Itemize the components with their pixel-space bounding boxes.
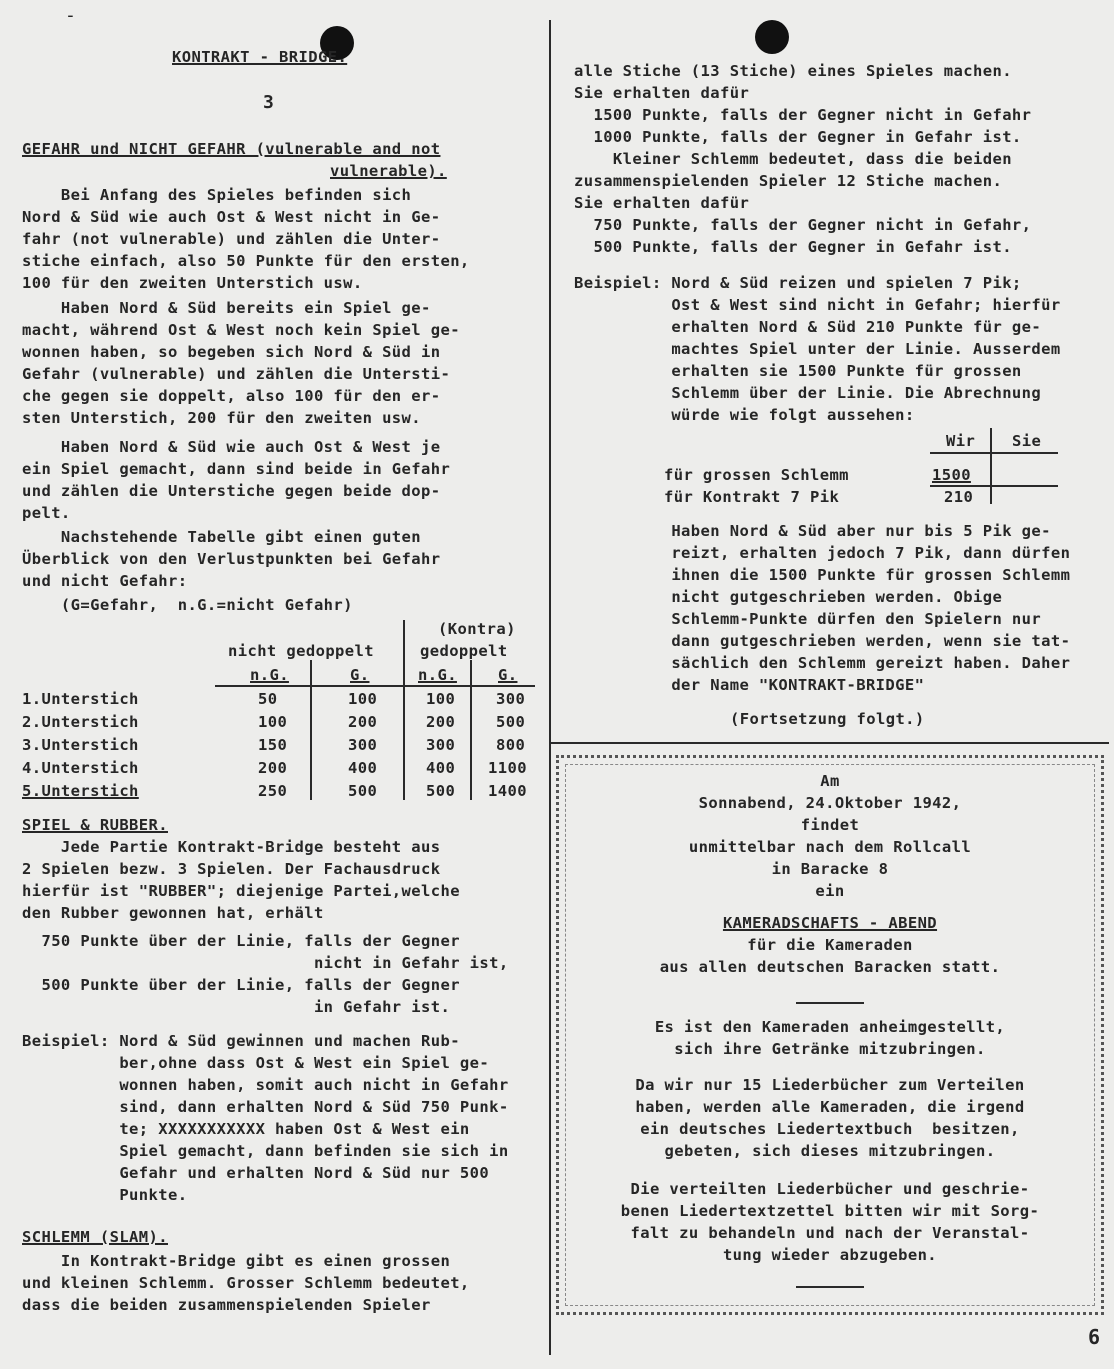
paragraph-2 [22, 297, 460, 429]
text-line: erhalten sie 1500 Punkte für grossen [574, 362, 1022, 380]
right-paragraph-3 [574, 520, 1070, 696]
text-line: ber,ohne dass Ost & West ein Spiel ge- [22, 1054, 490, 1072]
table-vline-2 [403, 620, 405, 800]
notice-line-date: Sonnabend, 24.Oktober 1942, [698, 794, 962, 812]
table-row-label: 5.Unterstich [22, 782, 139, 800]
page-number-top: 3 [263, 92, 275, 113]
notice-paragraph-3 [560, 1178, 1100, 1266]
table-cell: 400 [348, 759, 378, 777]
paragraph-7 [22, 1030, 509, 1206]
table-col-g-1: G. [350, 666, 370, 684]
column-divider [549, 20, 551, 1355]
text-line: Überblick von den Verlustpunkten bei Gefahr [22, 550, 441, 568]
table-cell: 300 [426, 736, 456, 754]
text-line: ein Spiel gemacht, dann sind beide in Gefahr [22, 460, 451, 478]
text-line: in Gefahr ist. [22, 998, 451, 1016]
text-line: Jede Partie Kontrakt-Bridge besteht aus [22, 838, 441, 856]
text-line: machtes Spiel unter der Linie. Ausserdem [574, 340, 1061, 358]
text-line: der Name "KONTRAKT-BRIDGE" [574, 676, 925, 694]
right-paragraph-2 [574, 272, 1061, 426]
text-line: nicht gutgeschrieben werden. Obige [574, 588, 1003, 606]
notice-line-kameraden: für die Kameraden [747, 936, 913, 954]
notice-separator-1 [796, 1002, 864, 1004]
paragraph-5 [22, 836, 460, 924]
notice-line-findet: findet [800, 816, 860, 834]
text-line: und kleinen Schlemm. Grosser Schlemm bedeutet, [22, 1274, 470, 1292]
table-cell: 1400 [488, 782, 527, 800]
table-cell: 50 [258, 690, 278, 708]
text-line: ein deutsches Liedertextbuch besitzen, [640, 1120, 1020, 1138]
table-cell: 100 [258, 713, 288, 731]
text-line: macht, während Ost & West noch kein Spiel ge- [22, 321, 460, 339]
table-rule [215, 685, 535, 687]
text-line: 750 Punkte, falls der Gegner nicht in Gefahr, [574, 216, 1032, 234]
text-line: Punkte. [22, 1186, 188, 1204]
text-line: den Rubber gewonnen hat, erhält [22, 904, 324, 922]
text-line: Haben Nord & Süd bereits ein Spiel ge- [22, 299, 431, 317]
notice-line-ein: ein [815, 882, 845, 900]
text-line: Schlemm über der Linie. Die Abrechnung [574, 384, 1042, 402]
page-number: 6 [1087, 1325, 1100, 1349]
text-line: Haben Nord & Süd wie auch Ost & West je [22, 438, 441, 456]
notice-separator-2 [796, 1286, 864, 1288]
paragraph-4 [22, 526, 440, 592]
table-cell: 250 [258, 782, 288, 800]
text-line: che gegen sie doppelt, also 100 für den er- [22, 387, 441, 405]
table-cell: 500 [426, 782, 456, 800]
text-line: In Kontrakt-Bridge gibt es einen grossen [22, 1252, 451, 1270]
text-line: stiche einfach, also 50 Punkte für den ersten, [22, 252, 470, 270]
paragraph-8 [22, 1250, 470, 1316]
table-cell: 100 [348, 690, 378, 708]
text-line: reizt, erhalten jedoch 7 Pik, dann dürfen [574, 544, 1071, 562]
score-wir: Wir [946, 432, 976, 450]
text-line: Nachstehende Tabelle gibt einen guten [22, 528, 422, 546]
text-line: sind, dann erhalten Nord & Süd 750 Punk- [22, 1098, 509, 1116]
text-line: haben, werden alle Kameraden, die irgend [635, 1098, 1025, 1116]
text-line: dass die beiden zusammenspielenden Spieler [22, 1296, 431, 1314]
text-line: sten Unterstich, 200 für den zweiten usw. [22, 409, 422, 427]
table-cell: 200 [258, 759, 288, 777]
text-line: erhalten Nord & Süd 210 Punkte für ge- [574, 318, 1042, 336]
text-line: sächlich den Schlemm gereizt haben. Daher [574, 654, 1071, 672]
legend: (G=Gefahr, n.G.=nicht Gefahr) [22, 596, 353, 614]
table-cell: 150 [258, 736, 288, 754]
table-row-label: 4.Unterstich [22, 759, 139, 777]
punch-hole-right [755, 20, 789, 54]
text-line: 1000 Punkte, falls der Gegner in Gefahr ist. [574, 128, 1022, 146]
table-header-gedoppelt: gedoppelt [420, 642, 508, 660]
text-line: Beispiel: Nord & Süd reizen und spielen 7 Pik; [574, 274, 1022, 292]
text-line: 100 für den zweiten Unterstich usw. [22, 274, 363, 292]
table-col-ng-1: n.G. [250, 666, 289, 684]
text-line: Sie erhalten dafür [574, 194, 750, 212]
score-row-1-label: für grossen Schlemm [664, 466, 849, 484]
text-line: Da wir nur 15 Liederbücher zum Verteilen [635, 1076, 1025, 1094]
text-line: Gefahr und erhalten Nord & Süd nur 500 [22, 1164, 490, 1182]
text-line: 750 Punkte über der Linie, falls der Gegner [22, 932, 460, 950]
table-cell: 1100 [488, 759, 527, 777]
text-line: falt zu behandeln und nach der Veranstal- [630, 1224, 1030, 1242]
table-row-label: 1.Unterstich [22, 690, 139, 708]
text-line: Die verteilten Liederbücher und geschrie- [630, 1180, 1030, 1198]
score-hrule-top [930, 452, 1058, 454]
text-line: gebeten, sich dieses mitzubringen. [664, 1142, 996, 1160]
text-line: sich ihre Getränke mitzubringen. [674, 1040, 986, 1058]
notice-line-rollcall: unmittelbar nach dem Rollcall [688, 838, 972, 856]
table-cell: 400 [426, 759, 456, 777]
table-cell: 800 [496, 736, 526, 754]
section-heading-spiel-rubber: SPIEL & RUBBER. [22, 816, 168, 834]
section-heading-gefahr: GEFAHR und NICHT GEFAHR (vulnerable and not [22, 140, 441, 158]
text-line: Schlemm-Punkte dürfen den Spielern nur [574, 610, 1042, 628]
text-line: pelt. [22, 504, 71, 522]
score-vline [990, 428, 992, 504]
text-line: tung wieder abzugeben. [722, 1246, 938, 1264]
table-header-nicht-gedoppelt: nicht gedoppelt [228, 642, 374, 660]
text-line: fahr (not vulnerable) und zählen die Unter- [22, 230, 441, 248]
text-line: benen Liedertextzettel bitten wir mit Sorg- [620, 1202, 1040, 1220]
text-line: Spiel gemacht, dann befinden sie sich in [22, 1142, 509, 1160]
section-heading-schlemm: SCHLEMM (SLAM). [22, 1228, 168, 1246]
text-line: 1500 Punkte, falls der Gegner nicht in Gefahr [574, 106, 1032, 124]
paragraph-3 [22, 436, 450, 524]
table-vline-1 [310, 660, 312, 800]
text-line: te; XXXXXXXXXXX haben Ost & West ein [22, 1120, 470, 1138]
right-paragraph-1 [574, 60, 1031, 258]
stray-mark: - [65, 5, 76, 26]
table-cell: 200 [426, 713, 456, 731]
table-col-ng-2: n.G. [418, 666, 457, 684]
table-row-label: 2.Unterstich [22, 713, 139, 731]
text-line: 500 Punkte, falls der Gegner in Gefahr ist. [574, 238, 1012, 256]
text-line: Gefahr (vulnerable) und zählen die Untersti- [22, 365, 451, 383]
text-line: zusammenspielenden Spieler 12 Stiche machen. [574, 172, 1003, 190]
table-cell: 500 [496, 713, 526, 731]
notice-paragraph-1 [560, 1016, 1100, 1060]
notice-paragraph-2 [560, 1074, 1100, 1162]
table-cell: 300 [348, 736, 378, 754]
notice-event-title: KAMERADSCHAFTS - ABEND [722, 914, 938, 932]
text-line: Es ist den Kameraden anheimgestellt, [654, 1018, 1006, 1036]
notice-divider [549, 742, 1109, 744]
paragraph-6 [22, 930, 509, 1018]
score-row-2-label: für Kontrakt 7 Pik [664, 488, 840, 506]
document-title: KONTRAKT - BRIDGE. [172, 48, 348, 66]
text-line: nicht in Gefahr ist, [22, 954, 509, 972]
notice-content [560, 770, 1100, 978]
text-line: würde wie folgt aussehen: [574, 406, 915, 424]
text-line: Beispiel: Nord & Süd gewinnen und machen Rub- [22, 1032, 460, 1050]
text-line: und zählen die Unterstiche gegen beide dop- [22, 482, 441, 500]
text-line: und nicht Gefahr: [22, 572, 188, 590]
text-line: Bei Anfang des Spieles befinden sich [22, 186, 412, 204]
text-line: Sie erhalten dafür [574, 84, 750, 102]
score-sie: Sie [1012, 432, 1042, 450]
table-vline-3 [470, 660, 472, 800]
text-line: Nord & Süd wie auch Ost & West nicht in Ge- [22, 208, 441, 226]
table-cell: 300 [496, 690, 526, 708]
score-row-2-value: 210 [944, 488, 974, 506]
text-line: ihnen die 1500 Punkte für grossen Schlemm [574, 566, 1071, 584]
table-cell: 100 [426, 690, 456, 708]
table-col-g-2: G. [498, 666, 518, 684]
notice-line-baracke: in Baracke 8 [771, 860, 889, 878]
table-cell: 200 [348, 713, 378, 731]
text-line: alle Stiche (13 Stiche) eines Spieles machen. [574, 62, 1012, 80]
text-line: Kleiner Schlemm bedeutet, dass die beiden [574, 150, 1012, 168]
score-row-1-value: 1500 [932, 466, 971, 484]
text-line: Ost & West sind nicht in Gefahr; hierfür [574, 296, 1061, 314]
table-cell: 500 [348, 782, 378, 800]
table-row-label: 3.Unterstich [22, 736, 139, 754]
continuation-note: (Fortsetzung folgt.) [730, 710, 925, 728]
section-heading-gefahr-cont: vulnerable). [330, 162, 447, 180]
text-line: dann gutgeschrieben werden, wenn sie tat- [574, 632, 1071, 650]
text-line: Haben Nord & Süd aber nur bis 5 Pik ge- [574, 522, 1051, 540]
text-line: wonnen haben, somit auch nicht in Gefahr [22, 1076, 509, 1094]
notice-line-am: Am [820, 772, 840, 790]
text-line: wonnen haben, so begeben sich Nord & Süd in [22, 343, 441, 361]
text-line: 500 Punkte über der Linie, falls der Gegner [22, 976, 460, 994]
notice-line-baracken: aus allen deutschen Baracken statt. [659, 958, 1001, 976]
table-kontra: (Kontra) [438, 620, 516, 638]
paragraph-1 [22, 184, 470, 294]
text-line: hierfür ist "RUBBER"; diejenige Partei,welche [22, 882, 460, 900]
text-line: 2 Spielen bezw. 3 Spielen. Der Fachausdruck [22, 860, 441, 878]
